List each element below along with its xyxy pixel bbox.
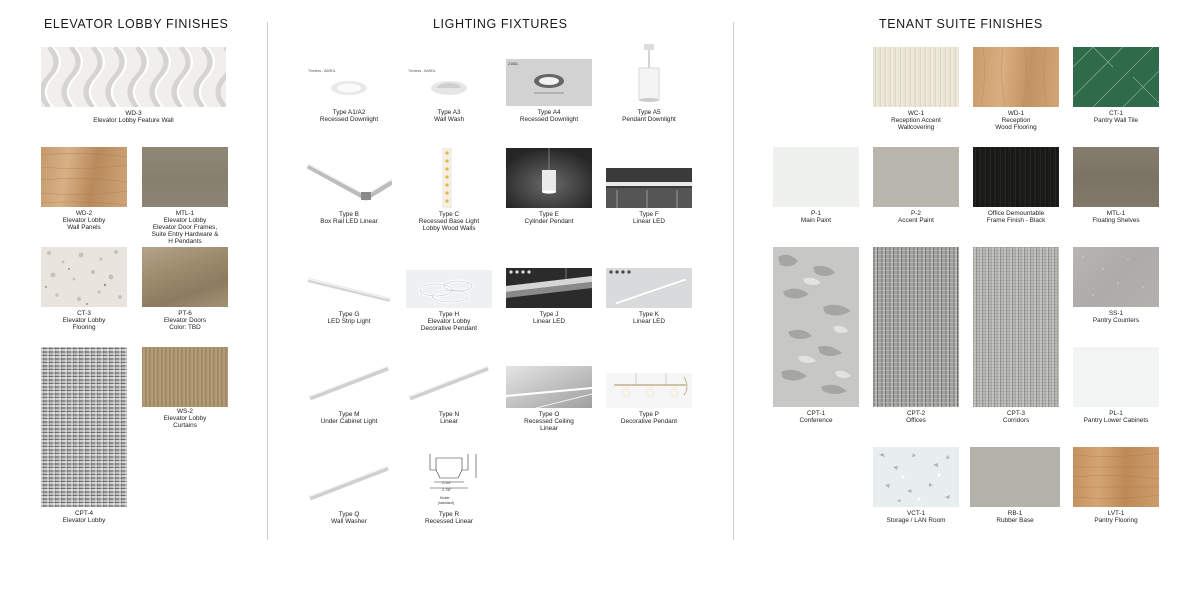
image-pendant-downlight (606, 44, 692, 106)
image-box-rail-linear (306, 148, 392, 208)
image-led-strip (306, 270, 392, 308)
divider-right (733, 22, 734, 540)
drawing-standard-label: (standard) (438, 501, 454, 505)
caption-type-m: Type M Under Cabinet Light (320, 411, 378, 425)
swatch-vct1-tile (873, 447, 959, 507)
drawing-kicker-label: Kicker (440, 496, 450, 500)
caption-type-h: Type H Elevator Lobby Decorative Pendant (420, 311, 478, 332)
swatch-ct1-green-tile (1073, 47, 1159, 107)
caption-pl1: PL-1 Pantry Lower Cabinets (1083, 410, 1149, 424)
fixture-a4-tag: Z16DL (508, 62, 519, 66)
image-recessed-downlight (306, 66, 392, 106)
caption-type-j: Type J Linear LED (533, 311, 565, 325)
image-recessed-ceiling-linear (506, 366, 592, 408)
swatch-mtl1-shelf-metal (1073, 147, 1159, 207)
finish-wd3 (41, 47, 226, 127)
fixture-a3-tag: Trimless - BARDL (408, 69, 436, 73)
image-linear-n (406, 358, 492, 408)
drawing-dim-1: 2-1/4" (442, 481, 452, 485)
caption-office-demountable: Office Demountable Frame Finish - Black (986, 210, 1046, 224)
caption-ss1: SS-1 Pantry Counters (1092, 310, 1140, 324)
section-title-elevator-lobby: ELEVATOR LOBBY FINISHES (44, 17, 229, 31)
swatch-cpt2-carpet (873, 247, 959, 407)
image-wall-wash (406, 66, 492, 106)
image-decorative-pendant-h (406, 270, 492, 308)
section-title-lighting: LIGHTING FIXTURES (433, 17, 568, 31)
caption-type-e: Type E Cylinder Pendant (524, 211, 574, 225)
drawing-dim-2: 2-7/8" (442, 488, 452, 492)
caption-mtl1-elevator: MTL-1 Elevator Lobby Elevator Door Frames, Suite Entry Hardware & H Pendants (151, 210, 219, 245)
swatch-cpt1-carpet (773, 247, 859, 407)
image-recessed-linear-drawing (406, 448, 492, 508)
swatch-lvt1-vinyl-plank (1073, 447, 1159, 507)
caption-type-n: Type N Linear (438, 411, 460, 425)
caption-p1: P-1 Main Paint (800, 210, 832, 224)
swatch-ws2-fabric (142, 347, 228, 407)
caption-vct1: VCT-1 Storage / LAN Room (886, 510, 946, 524)
image-wall-washer (306, 458, 392, 508)
caption-type-p: Type P Decorative Pendant (620, 411, 678, 425)
swatch-wc1-wallcovering (873, 47, 959, 107)
caption-type-q: Type Q Wall Washer (331, 511, 367, 525)
swatch-pt6-metallic (142, 247, 228, 307)
caption-pt6: PT-6 Elevator Doors Color: TBD (163, 310, 207, 331)
image-linear-led-f (606, 168, 692, 208)
swatch-wd1-wood (973, 47, 1059, 107)
caption-type-r: Type R Recessed Linear (425, 511, 473, 525)
caption-wd2: WD-2 Elevator Lobby Wall Panels (62, 210, 106, 231)
caption-type-g: Type G LED Strip Light (327, 311, 371, 325)
swatch-cpt3-carpet (973, 247, 1059, 407)
caption-type-o: Type O Recessed Ceiling Linear (524, 411, 574, 432)
caption-type-b: Type B Box Rail LED Linear (320, 211, 378, 225)
swatch-wd2-wood (41, 147, 127, 207)
caption-wd3: WD-3 Elevator Lobby Feature Wall (93, 110, 174, 124)
image-linear-led-j (506, 268, 592, 308)
swatch-mtl1-bronze (142, 147, 228, 207)
caption-cpt3: CPT-3 Corridors (1002, 410, 1030, 424)
caption-type-a5: Type A5 Pendant Downlight (622, 109, 676, 123)
caption-type-k: Type K Linear LED (633, 311, 665, 325)
section-title-tenant-suite: TENANT SUITE FINISHES (879, 17, 1043, 31)
caption-type-a3: Type A3 Wall Wash (433, 109, 465, 123)
image-under-cabinet-light (306, 358, 392, 408)
caption-cpt2: CPT-2 Offices (906, 410, 926, 424)
caption-type-a4: Type A4 Recessed Downlight (519, 109, 579, 123)
caption-type-c: Type C Recessed Base Light Lobby Wood Walls (418, 211, 480, 232)
swatch-cpt4-carpet (41, 347, 127, 507)
swatch-ct3-terrazzo (41, 247, 127, 307)
caption-ws2: WS-2 Elevator Lobby Curtains (163, 408, 207, 429)
caption-cpt1: CPT-1 Conference (799, 410, 833, 424)
image-decorative-pendant-p (606, 373, 692, 408)
swatch-p2-accent-paint (873, 147, 959, 207)
divider-left (267, 22, 268, 540)
image-linear-led-k (606, 268, 692, 308)
caption-mtl1-tenant: MTL-1 Floating Shelves (1092, 210, 1140, 224)
caption-ct3: CT-3 Elevator Lobby Flooring (62, 310, 106, 331)
image-cylinder-pendant (506, 148, 592, 208)
caption-wd1: WD-1 Reception Wood Flooring (995, 110, 1037, 131)
image-recessed-base-light (406, 148, 492, 208)
swatch-p1-main-paint (773, 147, 859, 207)
caption-type-f: Type F Linear LED (633, 211, 665, 225)
caption-lvt1: LVT-1 Pantry Flooring (1094, 510, 1138, 524)
caption-wc1: WC-1 Reception Accent Wallcovering (891, 110, 941, 131)
fixture-a1-tag: Trimless - BARDL (308, 69, 336, 73)
swatch-ss1-solid-surface (1073, 247, 1159, 307)
caption-cpt4: CPT-4 Elevator Lobby (62, 510, 106, 524)
caption-rb1: RB-1 Rubber Base (996, 510, 1034, 524)
swatch-pl1-laminate (1073, 347, 1159, 407)
swatch-black-frame (973, 147, 1059, 207)
caption-type-a1: Type A1/A2 Recessed Downlight (319, 109, 379, 123)
image-recessed-downlight-a4 (506, 59, 592, 106)
swatch-rb1-rubber-base (970, 447, 1060, 507)
swatch-wd3-wave-panel (41, 47, 226, 107)
caption-p2: P-2 Accent Paint (898, 210, 934, 224)
caption-ct1: CT-1 Pantry Wall Tile (1093, 110, 1139, 124)
